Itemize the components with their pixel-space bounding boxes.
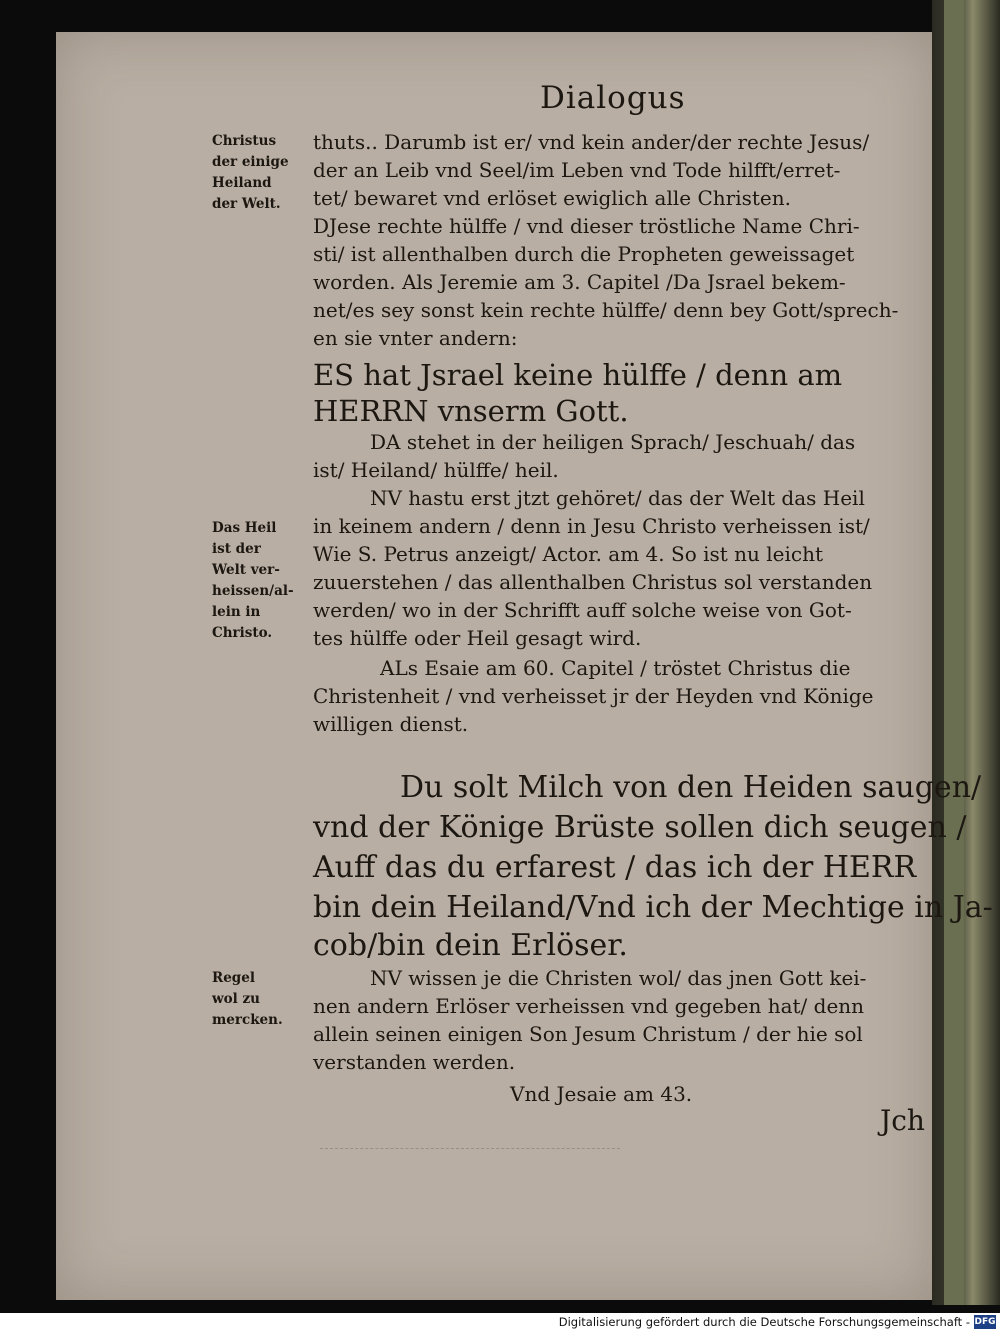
body-line: en sie vnter andern: bbox=[313, 326, 518, 350]
scripture-quote-line: cob/bin dein Erlöser. bbox=[313, 928, 628, 963]
scripture-quote-line: bin dein Heiland/Vnd ich der Mechtige in Ja- bbox=[313, 890, 993, 925]
page-header: Dialogus bbox=[540, 80, 686, 116]
footer-bar bbox=[0, 1313, 1000, 1333]
margin-note-line: heissen/al- bbox=[212, 583, 294, 599]
body-line: NV wissen je die Christen wol/ das jnen Gott kei- bbox=[370, 966, 867, 990]
body-line: ist/ Heiland/ hülffe/ heil. bbox=[313, 458, 559, 482]
margin-note-line: lein in bbox=[212, 604, 261, 620]
body-line: Vnd Jesaie am 43. bbox=[510, 1082, 693, 1106]
margin-note-line: der einige bbox=[212, 154, 289, 170]
dfg-logo-icon: DFG bbox=[974, 1317, 996, 1327]
body-line: DJese rechte hülffe / vnd dieser tröstliche Name Chri- bbox=[313, 214, 860, 238]
margin-note-line: wol zu bbox=[212, 991, 260, 1007]
body-line: sti/ ist allenthalben durch die Propheten geweissaget bbox=[313, 242, 855, 266]
scripture-quote-line: vnd der Könige Brüste sollen dich seugen / bbox=[313, 810, 967, 845]
body-line: verstanden werden. bbox=[313, 1050, 516, 1074]
body-line: tet/ bewaret vnd erlöset ewiglich alle Christen. bbox=[313, 186, 791, 210]
body-line: in keinem andern / denn in Jesu Christo verheissen ist/ bbox=[313, 514, 870, 538]
margin-note-heil bbox=[212, 518, 294, 644]
body-line: DA stehet in der heiligen Sprach/ Jeschuah/ das bbox=[370, 430, 856, 454]
body-line: willigen dienst. bbox=[313, 712, 469, 736]
margin-note-regel bbox=[212, 968, 283, 1031]
footer-credit: Digitalisierung gefördert durch die Deutsche Forschungsgemeinschaft - bbox=[558, 1315, 970, 1329]
catchword: Jch bbox=[880, 1104, 925, 1137]
body-line: ALs Esaie am 60. Capitel / tröstet Christus die bbox=[380, 656, 851, 680]
body-line: Christenheit / vnd verheisset jr der Heyden vnd Könige bbox=[313, 684, 874, 708]
scripture-quote-line: ES hat Jsrael keine hülffe / denn am bbox=[313, 358, 843, 392]
scripture-quote-line: Du solt Milch von den Heiden saugen/ bbox=[400, 770, 982, 805]
book-edge-strip bbox=[944, 0, 964, 1305]
margin-note-line: Welt ver- bbox=[212, 562, 280, 578]
body-line: Wie S. Petrus anzeigt/ Actor. am 4. So ist nu leicht bbox=[313, 542, 824, 566]
margin-note-line: Das Heil bbox=[212, 520, 277, 536]
body-line: zuuerstehen / das allenthalben Christus sol verstanden bbox=[313, 570, 873, 594]
margin-note-line: ist der bbox=[212, 541, 261, 557]
margin-note-line: Christo. bbox=[212, 625, 273, 641]
body-line: NV hastu erst jtzt gehöret/ das der Welt das Heil bbox=[370, 486, 865, 510]
bleed-through-marks bbox=[320, 1130, 620, 1149]
margin-note-line: Christus bbox=[212, 133, 277, 149]
body-line: tes hülffe oder Heil gesagt wird. bbox=[313, 626, 642, 650]
scripture-quote-line: HERRN vnserm Gott. bbox=[313, 394, 629, 428]
scripture-quote-line: Auff das du erfarest / das ich der HERR bbox=[313, 850, 917, 885]
margin-note-line: der Welt. bbox=[212, 196, 281, 212]
body-line: net/es sey sonst kein rechte hülffe/ denn bey Gott/sprech- bbox=[313, 298, 899, 322]
body-line: der an Leib vnd Seel/im Leben vnd Tode hilfft/erret- bbox=[313, 158, 841, 182]
body-line: allein seinen einigen Son Jesum Christum / der hie sol bbox=[313, 1022, 863, 1046]
body-line: werden/ wo in der Schrifft auff solche weise von Got- bbox=[313, 598, 852, 622]
margin-note-line: mercken. bbox=[212, 1012, 283, 1028]
body-line: thuts.. Darumb ist er/ vnd kein ander/der rechte Jesus/ bbox=[313, 130, 870, 154]
body-line: nen andern Erlöser verheissen vnd gegeben hat/ denn bbox=[313, 994, 865, 1018]
margin-note-line: Regel bbox=[212, 970, 255, 986]
margin-note-christus bbox=[212, 131, 289, 215]
body-line: worden. Als Jeremie am 3. Capitel /Da Jsrael bekem- bbox=[313, 270, 846, 294]
book-edge bbox=[932, 0, 1000, 1305]
margin-note-line: Heiland bbox=[212, 175, 272, 191]
